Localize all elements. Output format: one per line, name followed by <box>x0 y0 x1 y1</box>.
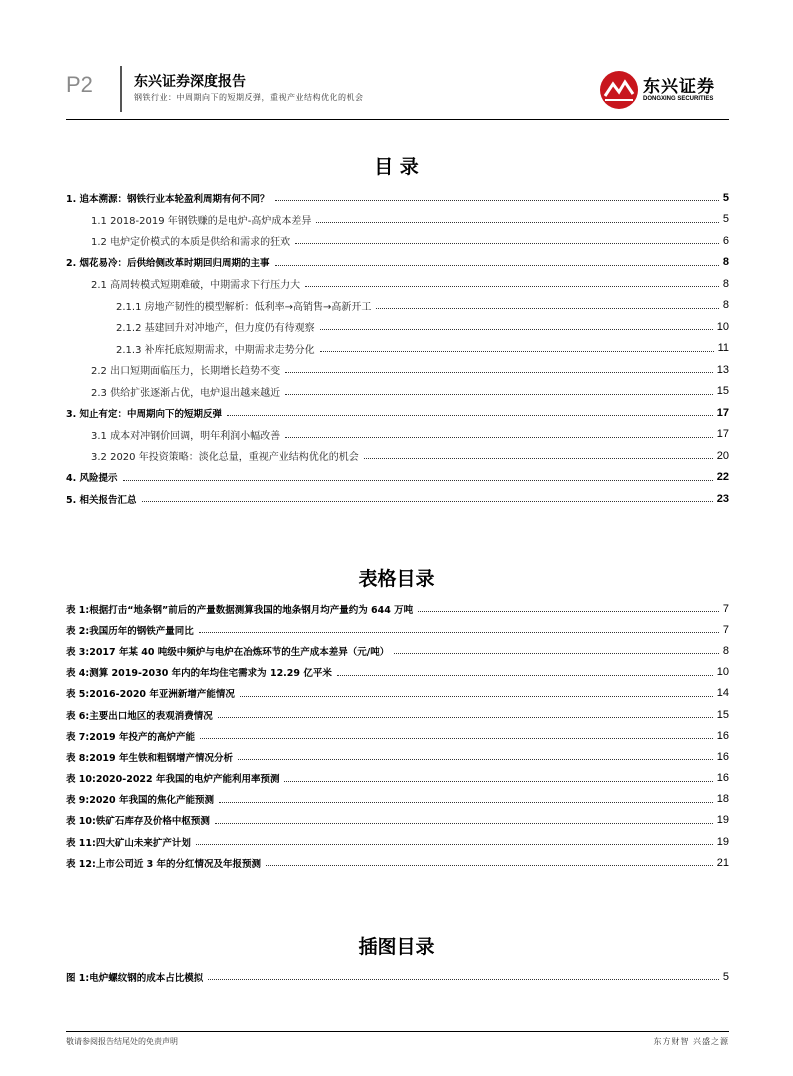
table-entry-label: 表 11:四大矿山未来扩产计划 <box>66 835 194 849</box>
toc-entry-page: 17 <box>716 406 729 419</box>
dot-leader <box>200 738 713 739</box>
dot-leader <box>275 200 719 201</box>
dot-leader <box>418 611 719 612</box>
table-entry-label: 表 10:2020-2022 年我国的电炉产能利用率预测 <box>66 771 282 785</box>
table-entry[interactable] <box>66 619 729 640</box>
footer-disclaimer: 敬请参阅报告结尾处的免责声明 <box>66 1037 178 1046</box>
dot-leader <box>196 844 713 845</box>
table-entry-page: 16 <box>716 750 729 763</box>
dot-leader <box>320 351 714 352</box>
table-entry-page: 19 <box>716 835 729 848</box>
table-entry[interactable] <box>66 789 729 810</box>
table-entry-label: 表 4:测算 2019-2030 年内的年均住宅需求为 12.29 亿平米 <box>66 665 335 679</box>
toc-list <box>66 187 729 510</box>
toc-entry-label: 1. 追本溯源：钢铁行业本轮盈利周期有何不同？ <box>66 191 273 205</box>
dot-leader <box>238 759 713 760</box>
company-logo <box>599 68 729 112</box>
dot-leader <box>266 865 713 866</box>
table-entry-label: 表 5:2016-2020 年亚洲新增产能情况 <box>66 686 238 700</box>
dot-leader <box>240 696 713 697</box>
table-entry[interactable] <box>66 810 729 831</box>
table-entry[interactable] <box>66 704 729 725</box>
table-entry-label: 表 7:2019 年投产的高炉产能 <box>66 729 198 743</box>
table-entry-page: 16 <box>716 729 729 742</box>
dot-leader <box>305 286 719 287</box>
table-entry-label: 表 3:2017 年某 40 吨级中频炉与电炉在冶炼环节的生产成本差异（元/吨） <box>66 644 392 658</box>
table-entry-page: 7 <box>722 602 729 615</box>
table-entry-page: 21 <box>716 856 729 869</box>
toc-entry-page: 10 <box>716 320 729 333</box>
toc-entry-page: 5 <box>722 191 729 204</box>
toc-entry[interactable] <box>66 359 729 381</box>
table-entry-page: 14 <box>716 687 729 700</box>
report-subtitle: 钢铁行业：中周期向下的短期反弹，重视产业结构优化的机会 <box>134 93 364 102</box>
tables-toc-list <box>66 598 729 873</box>
table-entry-label: 表 1:根据打击“地条钢”前后的产量数据测算我国的地条钢月均产量约为 644 万吨 <box>66 602 416 616</box>
toc-entry[interactable] <box>66 424 729 446</box>
dot-leader <box>285 437 713 438</box>
dot-leader <box>394 653 719 654</box>
figures-toc-title: 插图目录 <box>358 936 435 958</box>
toc-entry-label: 3.1 成本对冲钢价回调，明年利润小幅改善 <box>91 427 283 442</box>
dot-leader <box>123 480 713 481</box>
toc-entry-label: 2.1.1 房地产韧性的模型解析：低利率→高销售→高新开工 <box>116 298 374 313</box>
page-number: P2 <box>66 72 93 97</box>
toc-entry[interactable] <box>66 381 729 403</box>
toc-entry[interactable] <box>66 295 729 317</box>
toc-entry-label: 1.1 2018-2019 年钢铁赚的是电炉-高炉成本差异 <box>91 212 314 227</box>
toc-entry[interactable] <box>66 230 729 252</box>
table-entry[interactable] <box>66 746 729 767</box>
toc-entry-label: 1.2 电炉定价模式的本质是供给和需求的狂欢 <box>91 233 293 248</box>
footer-slogan: 东方财智 兴盛之源 <box>653 1037 729 1046</box>
dot-leader <box>227 415 713 416</box>
dot-leader <box>142 501 713 502</box>
toc-entry-label: 4. 风险提示 <box>66 470 121 484</box>
toc-entry-page: 20 <box>716 449 729 462</box>
toc-entry[interactable] <box>66 338 729 360</box>
dot-leader <box>219 802 713 803</box>
toc-entry-label: 2.1.3 补库托底短期需求，中期需求走势分化 <box>116 341 318 356</box>
table-entry-page: 7 <box>722 623 729 636</box>
logo-text-cn: 东兴证券 <box>643 77 715 97</box>
toc-entry[interactable] <box>66 187 729 209</box>
toc-entry-label: 2.3 供给扩张逐渐占优，电炉退出越来越近 <box>91 384 283 399</box>
toc-entry-label: 2.1.2 基建回升对冲地产，但力度仍有待观察 <box>116 319 318 334</box>
dot-leader <box>316 222 718 223</box>
table-entry-label: 表 10:铁矿石库存及价格中枢预测 <box>66 813 213 827</box>
toc-entry-page: 6 <box>722 234 729 247</box>
dot-leader <box>295 243 719 244</box>
table-entry[interactable] <box>66 640 729 661</box>
toc-entry[interactable] <box>66 316 729 338</box>
toc-entry-page: 11 <box>717 342 729 355</box>
toc-entry[interactable] <box>66 209 729 231</box>
dot-leader <box>199 632 719 633</box>
dot-leader <box>376 308 718 309</box>
table-entry[interactable] <box>66 683 729 704</box>
table-entry-label: 表 9:2020 年我国的焦化产能预测 <box>66 792 217 806</box>
table-entry[interactable] <box>66 831 729 852</box>
header-divider <box>120 66 122 112</box>
table-entry-page: 10 <box>716 666 729 679</box>
toc-entry-page: 8 <box>722 299 729 312</box>
table-entry[interactable] <box>66 598 729 619</box>
toc-entry-label: 3.2 2020 年投资策略：淡化总量，重视产业结构优化的机会 <box>91 448 362 463</box>
footer-rule <box>66 1031 729 1032</box>
tables-toc-title: 表格目录 <box>358 568 435 590</box>
toc-title: 目 录 <box>374 156 419 178</box>
dot-leader <box>215 823 713 824</box>
table-entry[interactable] <box>66 768 729 789</box>
dot-leader <box>218 717 713 718</box>
toc-entry-page: 13 <box>716 363 729 376</box>
toc-entry-label: 2.1 高周转模式短期难破，中期需求下行压力大 <box>91 276 303 291</box>
table-entry-page: 18 <box>716 793 729 806</box>
table-entry-label: 表 6:主要出口地区的表观消费情况 <box>66 708 216 722</box>
dot-leader <box>320 329 713 330</box>
dot-leader <box>285 372 713 373</box>
dot-leader <box>337 675 713 676</box>
toc-entry-page: 17 <box>716 428 729 441</box>
toc-entry-label: 2. 烟花易冷：后供给侧改革时期回归周期的主事 <box>66 255 273 269</box>
toc-entry-page: 8 <box>722 277 729 290</box>
toc-entry[interactable] <box>66 467 729 489</box>
table-entry-label: 表 2:我国历年的钢铁产量同比 <box>66 623 197 637</box>
page-header <box>66 62 729 120</box>
logo-text-en: DONGXING SECURITIES <box>643 96 714 102</box>
toc-entry-page: 23 <box>716 492 729 505</box>
toc-entry-page: 8 <box>722 256 729 269</box>
table-entry-label: 表 12:上市公司近 3 年的分红情况及年报预测 <box>66 856 264 870</box>
figures-toc-list <box>66 966 729 987</box>
figure-entry-label: 图 1:电炉螺纹钢的成本占比模拟 <box>66 970 206 984</box>
table-entry-page: 8 <box>722 644 729 657</box>
toc-entry[interactable] <box>66 445 729 467</box>
toc-entry-label: 3. 知止有定：中周期向下的短期反弹 <box>66 406 225 420</box>
toc-entry-label: 2.2 出口短期面临压力，长期增长趋势不变 <box>91 362 283 377</box>
dot-leader <box>284 781 712 782</box>
toc-entry-label: 5. 相关报告汇总 <box>66 492 140 506</box>
table-entry-page: 19 <box>716 814 729 827</box>
toc-entry-page: 22 <box>716 471 729 484</box>
table-entry-page: 15 <box>716 708 729 721</box>
toc-entry[interactable] <box>66 252 729 274</box>
table-entry-page: 16 <box>716 772 729 785</box>
toc-entry[interactable] <box>66 488 729 510</box>
dot-leader <box>285 394 713 395</box>
toc-entry[interactable] <box>66 402 729 424</box>
toc-entry-page: 5 <box>722 213 729 226</box>
dot-leader <box>208 979 719 980</box>
figure-entry[interactable] <box>66 966 729 987</box>
dot-leader <box>275 265 719 266</box>
table-entry[interactable] <box>66 725 729 746</box>
dot-leader <box>364 458 713 459</box>
toc-entry-page: 15 <box>716 385 729 398</box>
figure-entry-page: 5 <box>722 970 729 983</box>
header-rule <box>66 119 729 120</box>
table-entry[interactable] <box>66 852 729 873</box>
logo-mark-icon <box>599 70 639 110</box>
table-entry-label: 表 8:2019 年生铁和粗钢增产情况分析 <box>66 750 236 764</box>
report-title: 东兴证券深度报告 <box>134 74 246 90</box>
table-entry[interactable] <box>66 662 729 683</box>
toc-entry[interactable] <box>66 273 729 295</box>
